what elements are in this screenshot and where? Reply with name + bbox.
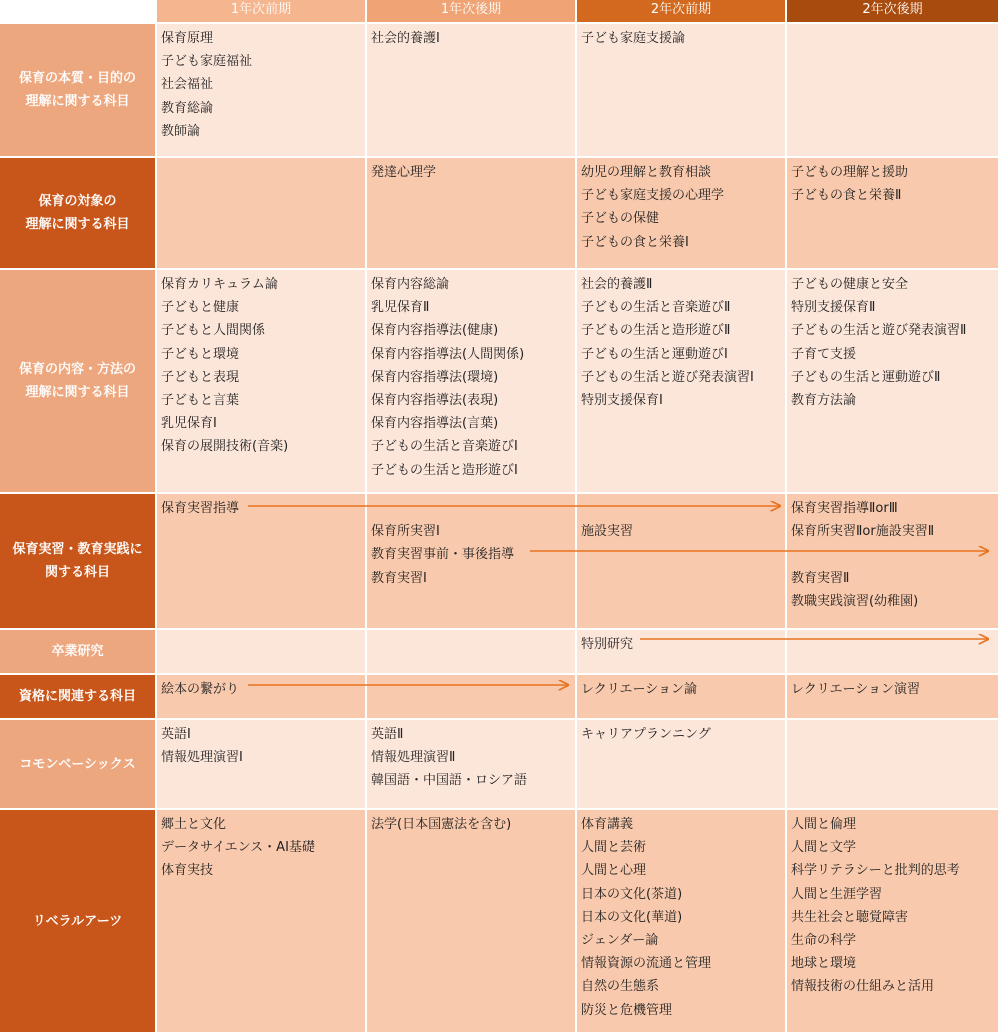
course-cell xyxy=(367,630,575,673)
course-item: レクリエーション演習 xyxy=(791,682,920,697)
course-cell xyxy=(367,158,575,268)
course-item: 子どもと人間関係 xyxy=(161,323,266,339)
course-cell xyxy=(577,675,785,718)
course-item: 情報処理演習Ⅱ xyxy=(371,750,456,766)
column-header-1: 1年次前期 xyxy=(157,0,365,22)
course-item: 保育所実習Ⅰ xyxy=(371,524,440,540)
course-item: 子ども家庭支援の心理学 xyxy=(581,188,725,204)
course-cell xyxy=(157,720,365,808)
course-item: 保育実習指導 xyxy=(161,501,240,516)
course-item: 科学リテラシーと批判的思考 xyxy=(791,863,960,879)
course-item: データサイエンス・AI基礎 xyxy=(161,840,315,856)
course-item: 教育実習事前・事後指導 xyxy=(371,547,515,563)
course-cell xyxy=(787,810,998,1032)
course-item: 特別支援保育Ⅰ xyxy=(581,393,663,409)
course-item: 韓国語・中国語・ロシア語 xyxy=(371,773,528,789)
course-item: 情報処理演習Ⅰ xyxy=(161,750,243,766)
course-item: 子どもの生活と造形遊びⅡ xyxy=(581,323,731,339)
course-item: 人間と芸術 xyxy=(581,840,647,856)
course-item: 子どもの生活と運動遊びⅠ xyxy=(581,346,728,362)
course-item: 絵本の繋がり xyxy=(161,682,240,697)
course-cell xyxy=(367,494,575,628)
course-item: 社会的養護Ⅱ xyxy=(581,277,653,292)
course-item: 情報資源の流通と管理 xyxy=(581,956,712,972)
course-item: 人間と心理 xyxy=(581,863,647,879)
course-item: 防災と危機管理 xyxy=(581,1002,673,1018)
course-item: 発達心理学 xyxy=(371,165,437,180)
course-cell xyxy=(367,270,575,492)
course-item: 保育の展開技術(音楽) xyxy=(161,439,289,455)
course-cell xyxy=(787,24,998,156)
course-item: 子どもと健康 xyxy=(161,300,240,316)
course-item: 子ども家庭支援論 xyxy=(581,31,686,46)
category-label xyxy=(0,24,155,156)
course-item: 教育方法論 xyxy=(791,393,857,409)
course-item: ジェンダー論 xyxy=(581,933,659,949)
course-item: 子どもの理解と援助 xyxy=(791,165,909,180)
column-header-4: 2年次後期 xyxy=(787,0,998,22)
course-cell xyxy=(577,630,785,673)
course-item: 子どもの生活と遊び発表演習Ⅱ xyxy=(791,323,967,339)
course-cell xyxy=(577,810,785,1032)
category-text: リベラルアーツ xyxy=(32,913,123,929)
course-item: 教育総論 xyxy=(161,100,214,116)
course-cell xyxy=(787,270,998,492)
category-text: 保育の対象の 理解に関する科目 xyxy=(25,194,130,232)
course-item: 教師論 xyxy=(161,123,201,139)
category-text: 保育の本質・目的の 理解に関する科目 xyxy=(18,71,136,109)
category-text: 保育の内容・方法の 理解に関する科目 xyxy=(18,362,136,400)
course-item: 子どもの食と栄養Ⅱ xyxy=(791,188,902,204)
course-item: 保育カリキュラム論 xyxy=(161,277,278,292)
course-cell xyxy=(787,158,998,268)
course-cell xyxy=(157,24,365,156)
course-cell xyxy=(787,630,998,673)
category-label xyxy=(0,630,155,673)
course-item: 保育内容指導法(人間関係) xyxy=(371,346,525,362)
course-item: 子どもと言葉 xyxy=(161,393,240,409)
course-item: 英語Ⅰ xyxy=(161,727,191,742)
course-item: 体育講義 xyxy=(581,817,634,832)
course-item: 教育実習Ⅱ xyxy=(791,570,850,586)
course-item: 日本の文化(華道) xyxy=(581,909,683,925)
course-item: 特別支援保育Ⅱ xyxy=(791,300,876,316)
course-item: 英語Ⅱ xyxy=(371,727,404,742)
course-item: 社会的養護Ⅰ xyxy=(371,31,440,46)
course-item xyxy=(791,543,994,566)
course-cell xyxy=(157,494,365,628)
category-label xyxy=(0,270,155,492)
course-item: 子どもの生活と造形遊びⅠ xyxy=(371,462,518,478)
course-item: 幼児の理解と教育相談 xyxy=(581,165,712,180)
course-item: キャリアプランニング xyxy=(581,727,711,742)
course-cell xyxy=(367,675,575,718)
course-item: 人間と倫理 xyxy=(791,817,857,832)
course-cell xyxy=(577,270,785,492)
course-cell xyxy=(577,494,785,628)
course-item: 子どもの保健 xyxy=(581,211,660,227)
course-item: 社会福祉 xyxy=(161,77,214,93)
course-item: 郷土と文化 xyxy=(161,817,227,832)
course-item: 保育内容指導法(言葉) xyxy=(371,416,499,432)
course-cell xyxy=(787,675,998,718)
category-label xyxy=(0,720,155,808)
course-item: 子どもの食と栄養Ⅰ xyxy=(581,234,689,250)
course-item: 子ども家庭福祉 xyxy=(161,54,253,70)
course-item: 保育原理 xyxy=(161,31,214,46)
course-item: 子どもと環境 xyxy=(161,346,240,362)
course-item xyxy=(371,497,571,520)
course-item: 子どもの生活と遊び発表演習Ⅰ xyxy=(581,369,754,385)
course-cell xyxy=(157,675,365,718)
course-item: 子どもの生活と音楽遊びⅡ xyxy=(581,300,731,316)
column-header-3: 2年次前期 xyxy=(577,0,785,22)
course-cell xyxy=(157,270,365,492)
course-cell xyxy=(577,158,785,268)
course-item: 子どもと表現 xyxy=(161,369,240,385)
category-text: 卒業研究 xyxy=(51,644,104,659)
course-item: 子どもの生活と音楽遊びⅠ xyxy=(371,439,518,455)
course-cell xyxy=(157,810,365,1032)
course-item: レクリエーション論 xyxy=(581,682,697,697)
course-cell xyxy=(157,158,365,268)
course-cell xyxy=(157,630,365,673)
column-header-2: 1年次後期 xyxy=(367,0,575,22)
course-cell xyxy=(787,494,998,628)
course-cell xyxy=(367,24,575,156)
category-label xyxy=(0,494,155,628)
course-cell xyxy=(367,720,575,808)
course-item: 体育実技 xyxy=(161,863,214,879)
course-cell xyxy=(787,720,998,808)
course-item: 子どもの生活と運動遊びⅡ xyxy=(791,369,941,385)
course-cell xyxy=(367,810,575,1032)
category-label xyxy=(0,158,155,268)
course-item: 教職実践演習(幼稚園) xyxy=(791,593,919,609)
course-item: 子育て支援 xyxy=(791,346,857,362)
course-item: 保育内容指導法(環境) xyxy=(371,369,499,385)
course-item: 日本の文化(茶道) xyxy=(581,886,683,902)
course-item: 保育内容指導法(健康) xyxy=(371,323,499,339)
course-item: 自然の生態系 xyxy=(581,979,660,995)
course-item: 教育実習Ⅰ xyxy=(371,570,427,586)
course-cell xyxy=(577,24,785,156)
category-text: コモンベーシックス xyxy=(19,756,136,772)
course-item: 保育内容総論 xyxy=(371,277,450,292)
course-item: 乳児保育Ⅱ xyxy=(371,300,430,316)
course-item: 保育内容指導法(表現) xyxy=(371,393,499,409)
course-item: 地球と環境 xyxy=(791,956,857,972)
course-item: 情報技術の仕組みと活用 xyxy=(791,979,935,995)
category-text: 保育実習・教育実践に 関する科目 xyxy=(12,542,143,580)
course-item: 施設実習 xyxy=(581,524,634,540)
course-item: 人間と文学 xyxy=(791,840,857,856)
course-item: 保育実習指導ⅡorⅢ xyxy=(791,501,898,516)
category-text: 資格に関連する科目 xyxy=(18,689,136,704)
course-item: 生命の科学 xyxy=(791,933,857,949)
course-item: 子どもの健康と安全 xyxy=(791,277,909,292)
course-item xyxy=(581,497,781,520)
course-item: 乳児保育Ⅰ xyxy=(161,416,217,432)
course-item: 共生社会と聴覚障害 xyxy=(791,909,909,925)
course-item: 保育所実習Ⅱor施設実習Ⅱ xyxy=(791,524,935,540)
course-cell xyxy=(577,720,785,808)
category-label xyxy=(0,675,155,718)
course-item: 法学(日本国憲法を含む) xyxy=(371,817,512,832)
course-item: 特別研究 xyxy=(581,637,634,652)
category-label xyxy=(0,810,155,1032)
course-item: 人間と生涯学習 xyxy=(791,886,883,902)
